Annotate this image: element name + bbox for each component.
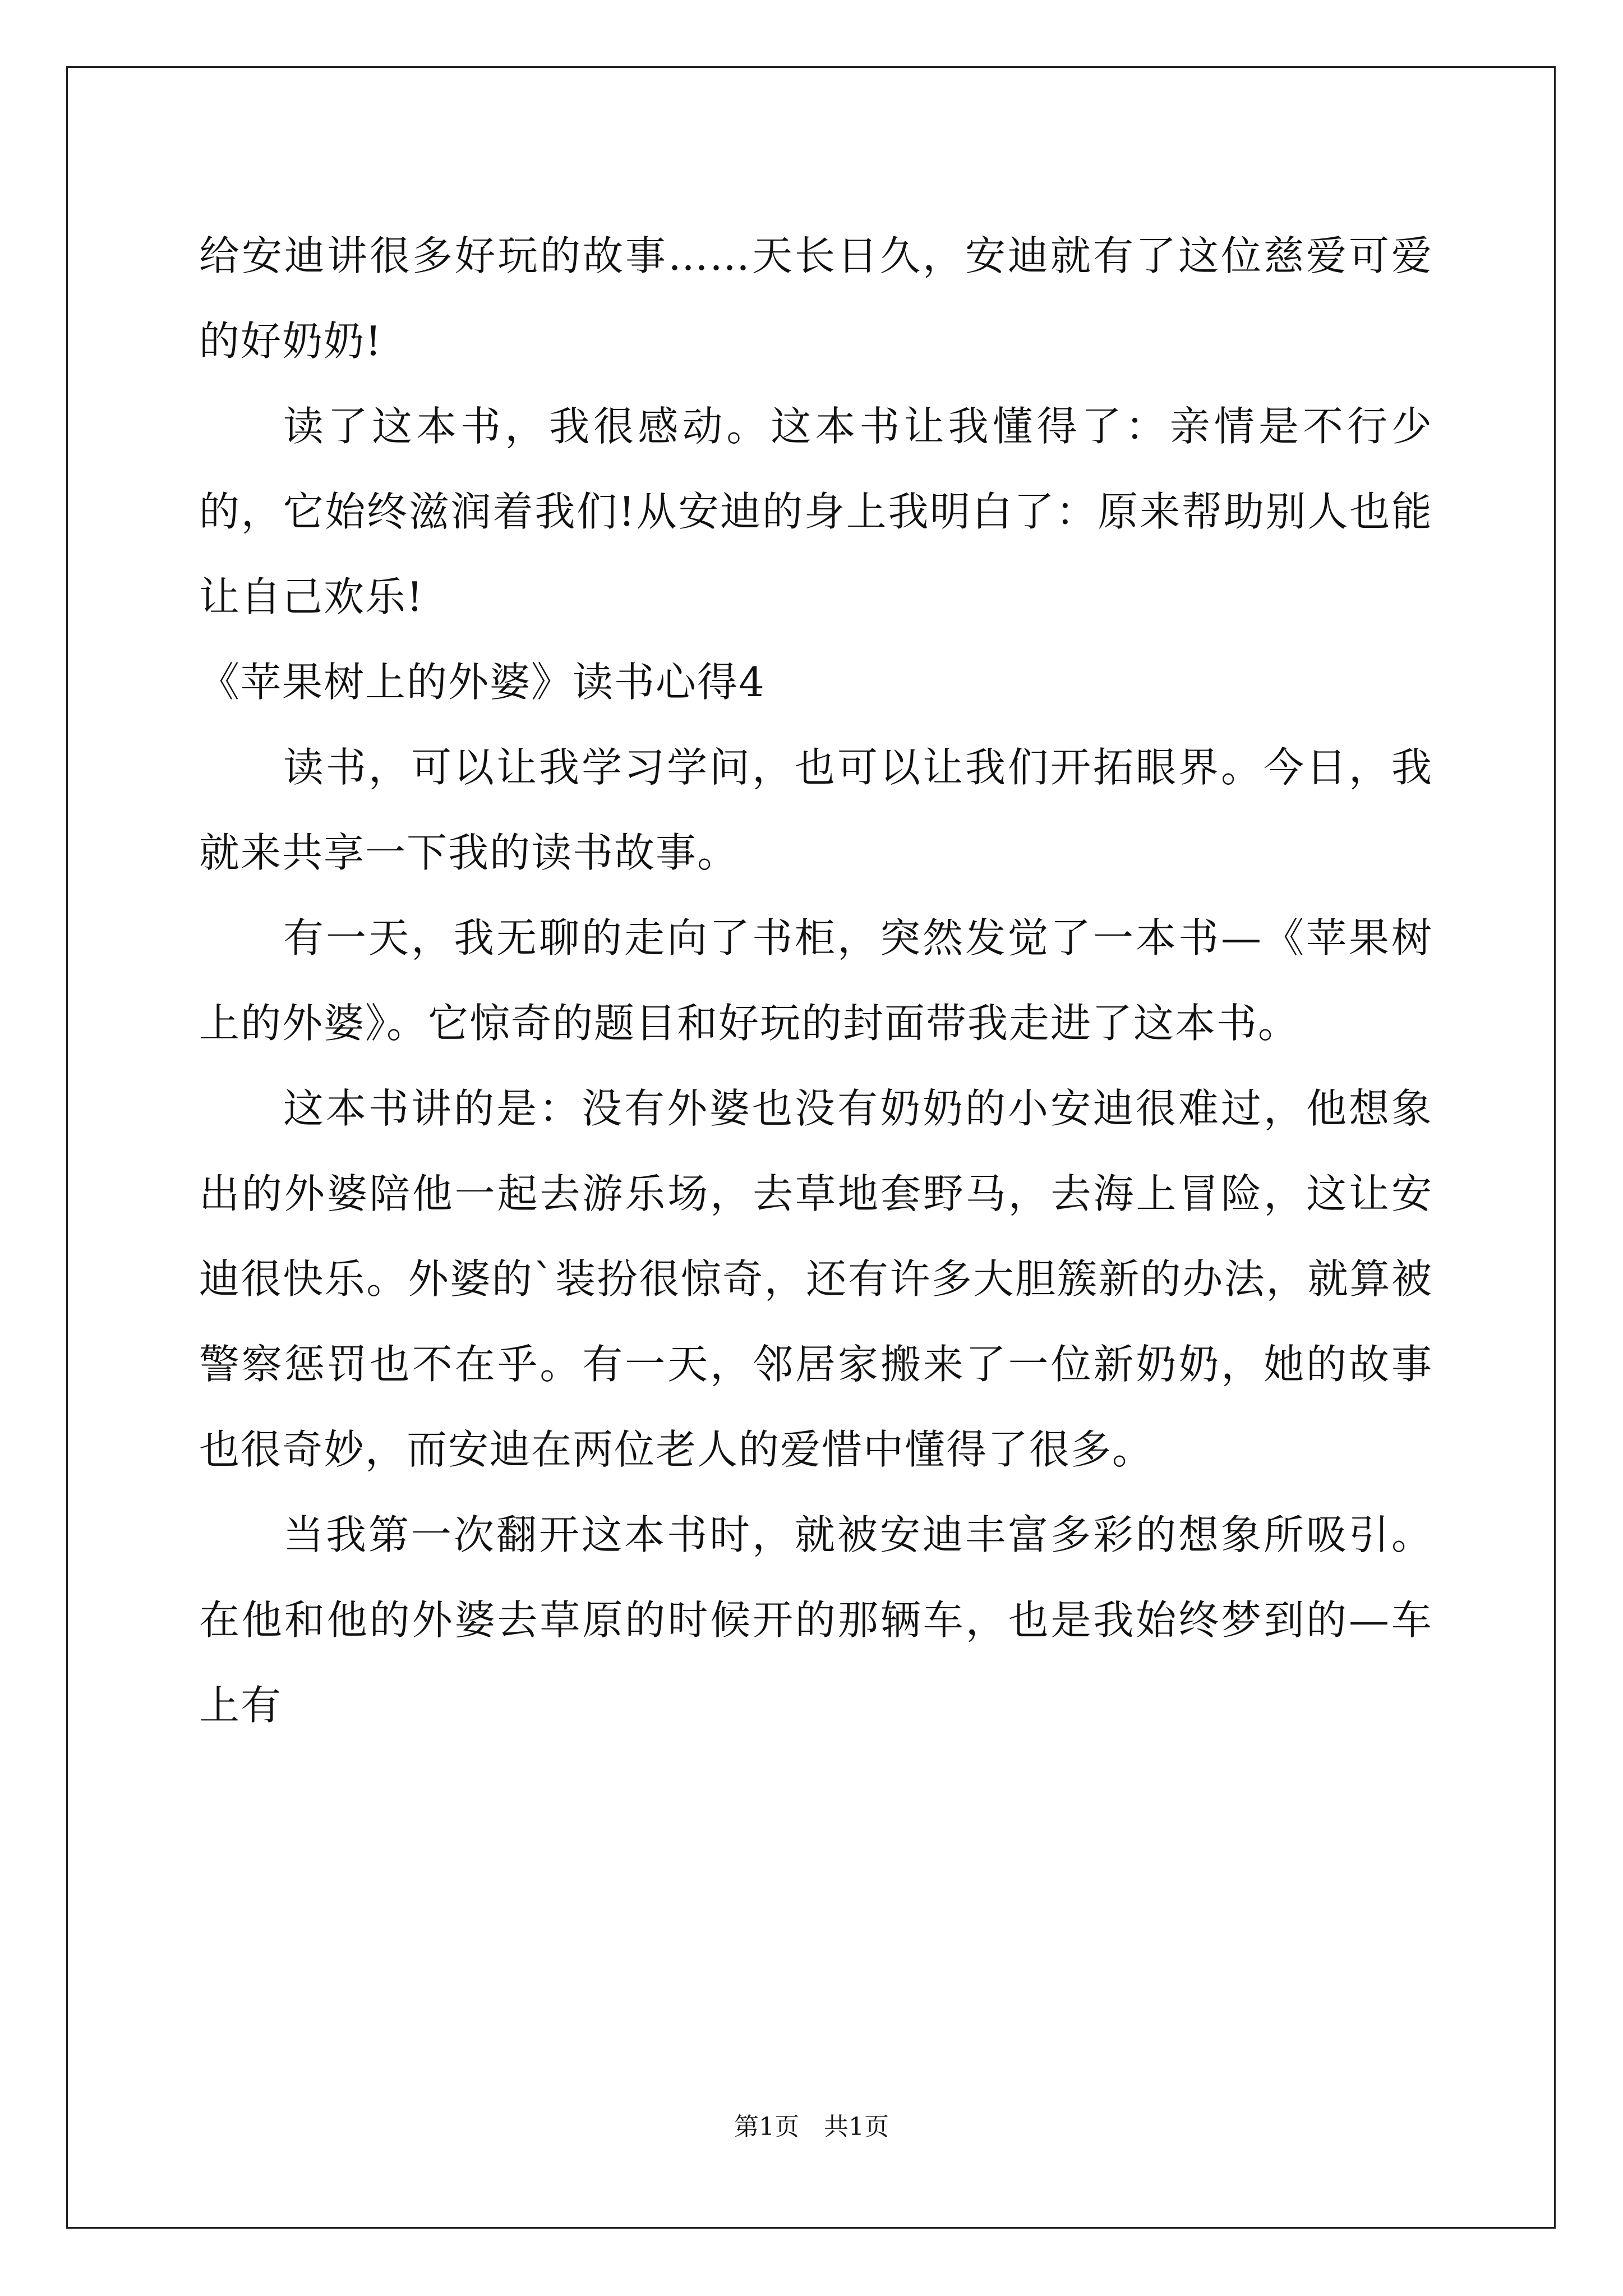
paragraph: 读书，可以让我学习学问，也可以让我们开拓眼界。今日，我就来共享一下我的读书故事。 bbox=[199, 744, 1433, 876]
section-heading: 《苹果树上的外婆》读书心得4 bbox=[199, 659, 766, 706]
paragraph: 这本书讲的是：没有外婆也没有奶奶的小安迪很难过，他想象出的外婆陪他一起去游乐场，去草地套野马，去海上冒险，这让安迪很快乐。外婆的`装扮很惊奇，还有许多大胆簇新的办法，就算被警察惩罚也不在乎。有一天，邻居家搬来了一位新奶奶，她的故事也很奇妙，而安迪在两位老人的爱惜中懂得了很多。 bbox=[199, 1085, 1433, 1473]
paragraph: 给安迪讲很多好玩的故事……天长日久，安迪就有了这位慈爱可爱的好奶奶! bbox=[199, 232, 1433, 365]
paragraph: 有一天，我无聊的走向了书柜，突然发觉了一本书—《苹果树上的外婆》。它惊奇的题目和好玩的封面带我走进了这本书。 bbox=[199, 914, 1433, 1047]
paragraph: 读了这本书，我很感动。这本书让我懂得了：亲情是不行少的，它始终滋润着我们!从安迪的身上我明白了：原来帮助别人也能让自己欢乐! bbox=[199, 403, 1433, 620]
document-body bbox=[199, 213, 1433, 1748]
paragraph: 当我第一次翻开这本书时，就被安迪丰富多彩的想象所吸引。在他和他的外婆去草原的时候开的那辆车，也是我始终梦到的—车上有 bbox=[199, 1511, 1433, 1729]
page-footer: 第1页 共1页 bbox=[734, 2113, 889, 2141]
